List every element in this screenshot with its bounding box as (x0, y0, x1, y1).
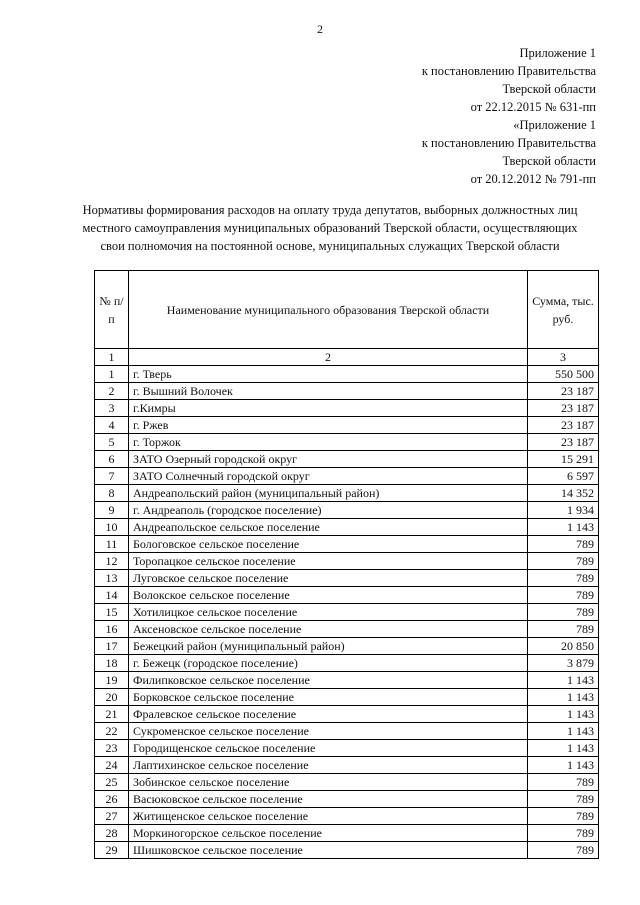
municipality-name: Бежецкий район (муниципальный район) (129, 638, 528, 655)
table-row (95, 706, 599, 723)
table-row (95, 400, 599, 417)
amount: 1 934 (528, 502, 599, 519)
municipality-name: Луговское сельское поселение (129, 570, 528, 587)
row-number: 14 (95, 587, 129, 604)
table-row (95, 740, 599, 757)
row-number: 8 (95, 485, 129, 502)
amount: 23 187 (528, 417, 599, 434)
amount: 1 143 (528, 723, 599, 740)
row-number: 24 (95, 757, 129, 774)
table-row (95, 383, 599, 400)
table-row (95, 825, 599, 842)
municipality-name: Лаптихинское сельское поселение (129, 757, 528, 774)
municipality-name: г. Андреаполь (городское поселение) (129, 502, 528, 519)
amount: 23 187 (528, 400, 599, 417)
row-number: 7 (95, 468, 129, 485)
column-number: 1 (95, 349, 129, 366)
row-number: 6 (95, 451, 129, 468)
amount: 1 143 (528, 672, 599, 689)
appendix-2-line: от 20.12.2012 № 791-пп (470, 172, 596, 186)
table-row (95, 417, 599, 434)
column-number: 2 (129, 349, 528, 366)
table-row (95, 621, 599, 638)
table-row (95, 723, 599, 740)
table-row (95, 655, 599, 672)
table-header-row (95, 271, 599, 349)
appendix-1-line: Приложение 1 (519, 46, 596, 60)
table-row (95, 791, 599, 808)
norms-table (94, 270, 599, 859)
table-row (95, 689, 599, 706)
municipality-name: Борковское сельское поселение (129, 689, 528, 706)
amount: 20 850 (528, 638, 599, 655)
row-number: 10 (95, 519, 129, 536)
amount: 14 352 (528, 485, 599, 502)
municipality-name: Зобинское сельское поселение (129, 774, 528, 791)
amount: 789 (528, 604, 599, 621)
amount: 789 (528, 587, 599, 604)
table-row (95, 672, 599, 689)
table-row (95, 366, 599, 383)
row-number: 12 (95, 553, 129, 570)
table-row (95, 519, 599, 536)
document-title: Нормативы формирования расходов на оплату труда депутатов, выборных должностных лиц местного самоуправления муниципальных образований Тверской области, осуществляющих свои полномочия на постоянной основе, муниципальных служащих Тверской области (82, 203, 578, 253)
row-number: 3 (95, 400, 129, 417)
amount: 6 597 (528, 468, 599, 485)
table-row (95, 757, 599, 774)
row-number: 23 (95, 740, 129, 757)
row-number: 20 (95, 689, 129, 706)
amount: 789 (528, 808, 599, 825)
municipality-name: Житищенское сельское поселение (129, 808, 528, 825)
municipality-name: Аксеновское сельское поселение (129, 621, 528, 638)
municipality-name: Сукроменское сельское поселение (129, 723, 528, 740)
table-row (95, 451, 599, 468)
row-number: 21 (95, 706, 129, 723)
amount: 789 (528, 825, 599, 842)
table-row (95, 808, 599, 825)
row-number: 29 (95, 842, 129, 859)
row-number: 5 (95, 434, 129, 451)
appendix-1-line: от 22.12.2015 № 631-пп (470, 100, 596, 114)
table-row (95, 553, 599, 570)
amount: 3 879 (528, 655, 599, 672)
row-number: 28 (95, 825, 129, 842)
table-row (95, 842, 599, 859)
amount: 789 (528, 536, 599, 553)
amount: 1 143 (528, 689, 599, 706)
amount: 789 (528, 553, 599, 570)
amount: 550 500 (528, 366, 599, 383)
row-number: 22 (95, 723, 129, 740)
municipality-name: г.Кимры (129, 400, 528, 417)
header-sum: Сумма, тыс. руб. (528, 271, 599, 349)
table-row (95, 536, 599, 553)
municipality-name: Торопацкое сельское поселение (129, 553, 528, 570)
row-number: 1 (95, 366, 129, 383)
municipality-name: ЗАТО Озерный городской округ (129, 451, 528, 468)
municipality-name: Андреапольский район (муниципальный район) (129, 485, 528, 502)
row-number: 17 (95, 638, 129, 655)
table-row (95, 774, 599, 791)
municipality-name: г. Ржев (129, 417, 528, 434)
municipality-name: Волокское сельское поселение (129, 587, 528, 604)
row-number: 27 (95, 808, 129, 825)
amount: 1 143 (528, 706, 599, 723)
amount: 15 291 (528, 451, 599, 468)
amount: 1 143 (528, 757, 599, 774)
column-number-row (95, 349, 599, 366)
appendix-1-line: Тверской области (502, 82, 596, 96)
appendix-2-line: Тверской области (502, 154, 596, 168)
row-number: 26 (95, 791, 129, 808)
amount: 789 (528, 570, 599, 587)
municipality-name: Филипковское сельское поселение (129, 672, 528, 689)
municipality-name: Васюковское сельское поселение (129, 791, 528, 808)
table-row (95, 570, 599, 587)
table-row (95, 604, 599, 621)
row-number: 11 (95, 536, 129, 553)
amount: 1 143 (528, 740, 599, 757)
appendix-1-block (422, 44, 596, 116)
appendix-2-block (422, 116, 596, 188)
table-row (95, 587, 599, 604)
amount: 23 187 (528, 434, 599, 451)
row-number: 4 (95, 417, 129, 434)
row-number: 13 (95, 570, 129, 587)
appendix-2-line: «Приложение 1 (513, 118, 596, 132)
row-number: 25 (95, 774, 129, 791)
table-row (95, 502, 599, 519)
municipality-name: Бологовское сельское поселение (129, 536, 528, 553)
page-number: 2 (317, 22, 323, 36)
municipality-name: г. Вышний Волочек (129, 383, 528, 400)
amount: 1 143 (528, 519, 599, 536)
amount: 789 (528, 791, 599, 808)
municipality-name: г. Бежецк (городское поселение) (129, 655, 528, 672)
appendix-1-line: к постановлению Правительства (421, 64, 596, 78)
row-number: 15 (95, 604, 129, 621)
municipality-name: ЗАТО Солнечный городской округ (129, 468, 528, 485)
amount: 23 187 (528, 383, 599, 400)
row-number: 19 (95, 672, 129, 689)
row-number: 16 (95, 621, 129, 638)
table-row (95, 638, 599, 655)
municipality-name: г. Торжок (129, 434, 528, 451)
municipality-name: г. Тверь (129, 366, 528, 383)
row-number: 2 (95, 383, 129, 400)
column-number: 3 (528, 349, 599, 366)
amount: 789 (528, 842, 599, 859)
header-number: № п/п (95, 271, 129, 349)
municipality-name: Хотилицкое сельское поселение (129, 604, 528, 621)
header-name: Наименование муниципального образования Тверской области (129, 271, 528, 349)
row-number: 9 (95, 502, 129, 519)
municipality-name: Городищенское сельское поселение (129, 740, 528, 757)
municipality-name: Шишковское сельское поселение (129, 842, 528, 859)
row-number: 18 (95, 655, 129, 672)
table-row (95, 485, 599, 502)
appendix-2-line: к постановлению Правительства (421, 136, 596, 150)
table-row (95, 434, 599, 451)
municipality-name: Андреапольское сельское поселение (129, 519, 528, 536)
municipality-name: Фралевское сельское поселение (129, 706, 528, 723)
amount: 789 (528, 774, 599, 791)
amount: 789 (528, 621, 599, 638)
municipality-name: Моркиногорское сельское поселение (129, 825, 528, 842)
table-row (95, 468, 599, 485)
